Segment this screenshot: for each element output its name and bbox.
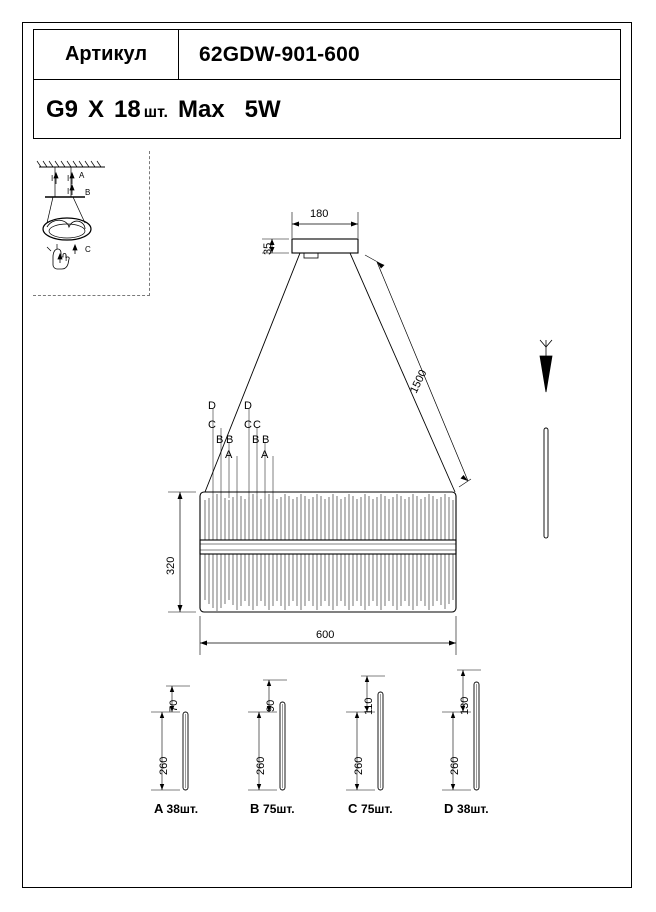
svg-text:B: B [85,188,91,197]
rod-d-offset: 130 [459,696,471,715]
rod-caption-b-letter: B [250,801,260,816]
rod-d-length: 260 [449,756,461,775]
rod-c-length: 260 [353,756,365,775]
rod-callout-c-right: C [244,419,252,431]
svg-text:A: A [79,171,85,180]
rod-callout-b-right: B [252,434,260,446]
dim-canopy-width: 180 [310,208,329,220]
rod-callout-a-left: A [225,449,233,461]
rod-caption-c-qty: 75шт. [361,802,393,816]
rod-caption-c-letter: C [348,801,358,816]
rod-caption-b-qty: 75шт. [263,802,295,816]
dim-suspension-length: 1500 [408,367,430,396]
rod-caption-c [348,801,393,816]
dim-fixture-width: 600 [316,629,335,641]
rod-caption-d-letter: D [444,801,454,816]
rod-detail-b [248,680,287,790]
rod-callout-d-right: D [244,400,252,412]
rod-caption-b [250,801,295,816]
rod-callout-b-left: B [216,434,224,446]
rod-callout-c-mid: C [253,419,261,431]
rod-a-length: 260 [158,756,170,775]
lamp-power: 5W [244,95,281,123]
svg-text:C: C [85,245,91,254]
lamp-times: X [88,95,105,123]
lamp-count-unit: шт. [143,103,168,121]
rod-c-offset: 110 [363,697,375,715]
article-value: 62GDW-901-600 [199,42,360,66]
rod-a-offset: 70 [168,699,180,712]
svg-text:I: I [65,254,68,263]
lamp-max-label: Max [177,95,225,123]
rod-caption-a-qty: 38шт. [166,802,199,816]
rod-b-length: 260 [255,756,267,775]
svg-text:I: I [51,174,54,183]
article-label: Артикул [34,30,179,79]
rod-callout-d-left: D [208,400,216,412]
rod-callout-a-right: A [261,449,269,461]
rod-callout-c-left: C [208,419,216,431]
rod-caption-a [154,801,198,816]
rod-callout-b-left-2: B [226,434,234,446]
svg-text:I: I [67,187,70,196]
lamp-base: G9 [46,95,79,123]
rod-caption-d-qty: 38шт. [457,802,489,816]
rod-callout-b-right-2: B [262,434,270,446]
rod-caption-d [444,801,489,816]
svg-text:I: I [67,174,70,183]
lamp-count: 18 [114,95,141,123]
dim-canopy-height: 35 [262,242,274,255]
rod-b-offset: 90 [265,699,277,712]
rod-detail-c [346,676,385,790]
dim-fixture-height: 320 [165,556,177,575]
rod-detail-d [442,670,481,790]
rod-caption-a-letter: A [154,801,163,816]
